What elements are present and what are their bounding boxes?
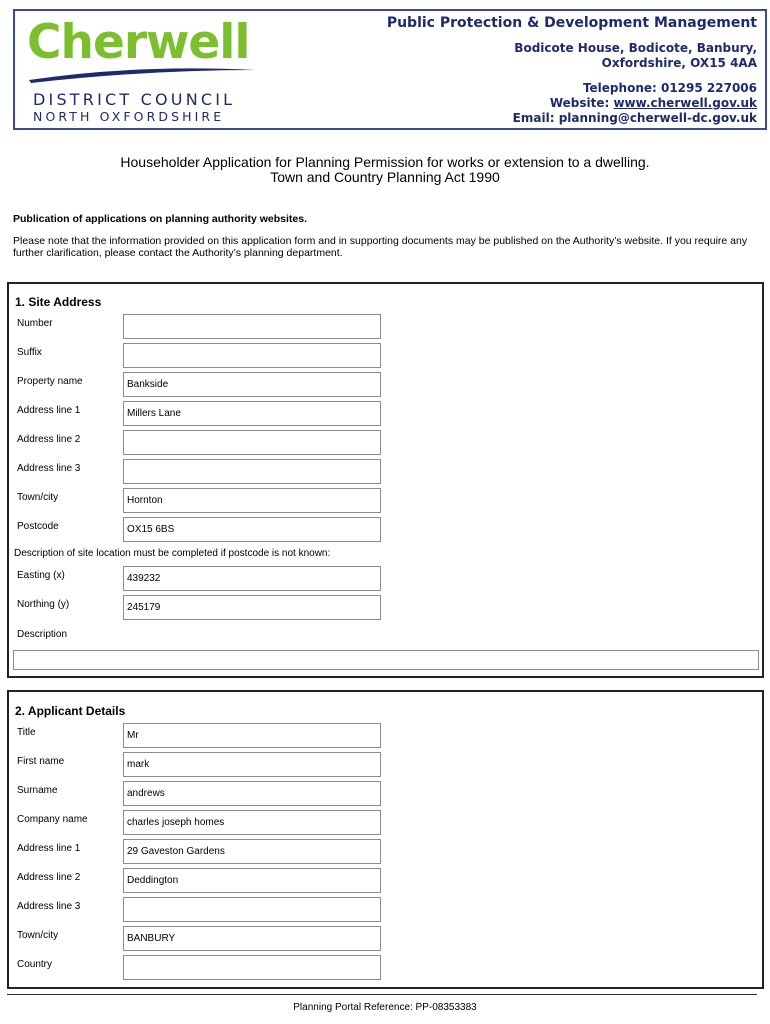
country-label: Country — [17, 959, 53, 970]
surname-label: Surname — [17, 785, 58, 796]
site-address-line3-field[interactable] — [123, 459, 381, 484]
easting-label: Easting (x) — [17, 570, 65, 581]
publication-notice: Please note that the information provided on this application form and in supporting documents may be published on the Authority’s website. If you require any further clarification, please contact the Authority’s planning department. — [13, 235, 748, 259]
country-field[interactable] — [123, 955, 381, 980]
address-line1: Bodicote House, Bodicote, Banbury, — [514, 41, 757, 55]
portal-reference: Planning Portal Reference: PP-08353383 — [293, 1002, 477, 1013]
postcode-field[interactable]: OX15 6BS — [123, 517, 381, 542]
form-title — [0, 155, 770, 185]
northing-field[interactable]: 245179 — [123, 595, 381, 620]
surname-field[interactable]: andrews — [123, 781, 381, 806]
logo-swoosh-icon — [27, 66, 257, 84]
property-name-label: Property name — [17, 376, 83, 387]
form-title-line2: Town and Country Planning Act 1990 — [270, 169, 500, 185]
suffix-label: Suffix — [17, 347, 42, 358]
council-name-line1: DISTRICT COUNCIL — [33, 90, 236, 109]
publication-heading: Publication of applications on planning authority websites. — [13, 213, 308, 225]
site-address-line3-label: Address line 3 — [17, 463, 81, 474]
easting-field[interactable]: 439232 — [123, 566, 381, 591]
applicant-address-line1-label: Address line 1 — [17, 843, 81, 854]
applicant-address-line2-field[interactable]: Deddington — [123, 868, 381, 893]
site-town-label: Town/city — [17, 492, 59, 503]
number-field[interactable] — [123, 314, 381, 339]
applicant-address-line1-field[interactable]: 29 Gaveston Gardens — [123, 839, 381, 864]
suffix-field[interactable] — [123, 343, 381, 368]
title-label: Title — [17, 727, 36, 738]
address-line2: Oxfordshire, OX15 4AA — [601, 56, 757, 70]
first-name-label: First name — [17, 756, 65, 767]
applicant-address-line2-label: Address line 2 — [17, 872, 81, 883]
website-link[interactable]: www.cherwell.gov.uk — [613, 96, 757, 110]
site-address-heading: 1. Site Address — [15, 295, 102, 309]
footer-divider — [7, 994, 757, 995]
title-field[interactable]: Mr — [123, 723, 381, 748]
site-address-section — [7, 282, 764, 678]
site-address-line1-field[interactable]: Millers Lane — [123, 401, 381, 426]
first-name-field[interactable]: mark — [123, 752, 381, 777]
company-name-label: Company name — [17, 814, 88, 825]
cherwell-logo-text: Cherwell — [27, 15, 250, 70]
applicant-address-line3-label: Address line 3 — [17, 901, 81, 912]
website-line — [387, 96, 757, 111]
site-address-line1-label: Address line 1 — [17, 405, 81, 416]
applicant-town-field[interactable]: BANBURY — [123, 926, 381, 951]
email-line — [387, 111, 757, 126]
applicant-details-heading: 2. Applicant Details — [15, 704, 126, 718]
applicant-town-label: Town/city — [17, 930, 59, 941]
northing-label: Northing (y) — [17, 599, 70, 610]
property-name-field[interactable]: Bankside — [123, 372, 381, 397]
site-location-note: Description of site location must be completed if postcode is not known: — [14, 548, 331, 559]
email-label: Email: — [512, 111, 559, 125]
website-label: Website: — [549, 96, 614, 110]
telephone: Telephone: 01295 227006 — [582, 81, 757, 95]
email-link[interactable]: planning@cherwell-dc.gov.uk — [558, 111, 757, 125]
contact-block — [387, 15, 757, 126]
company-name-field[interactable]: charles joseph homes — [123, 810, 381, 835]
council-name-line2: NORTH OXFORDSHIRE — [33, 109, 225, 124]
form-title-line1: Householder Application for Planning Permission for works or extension to a dwelling. — [120, 154, 650, 170]
description-field[interactable] — [13, 650, 759, 670]
department-name: Public Protection & Development Management — [386, 15, 757, 31]
postcode-label: Postcode — [17, 521, 59, 532]
site-address-line2-label: Address line 2 — [17, 434, 81, 445]
number-label: Number — [17, 318, 53, 329]
site-town-field[interactable]: Hornton — [123, 488, 381, 513]
description-label: Description — [17, 629, 68, 640]
applicant-address-line3-field[interactable] — [123, 897, 381, 922]
applicant-details-section — [7, 690, 764, 989]
site-address-line2-field[interactable] — [123, 430, 381, 455]
letterhead — [13, 9, 767, 130]
